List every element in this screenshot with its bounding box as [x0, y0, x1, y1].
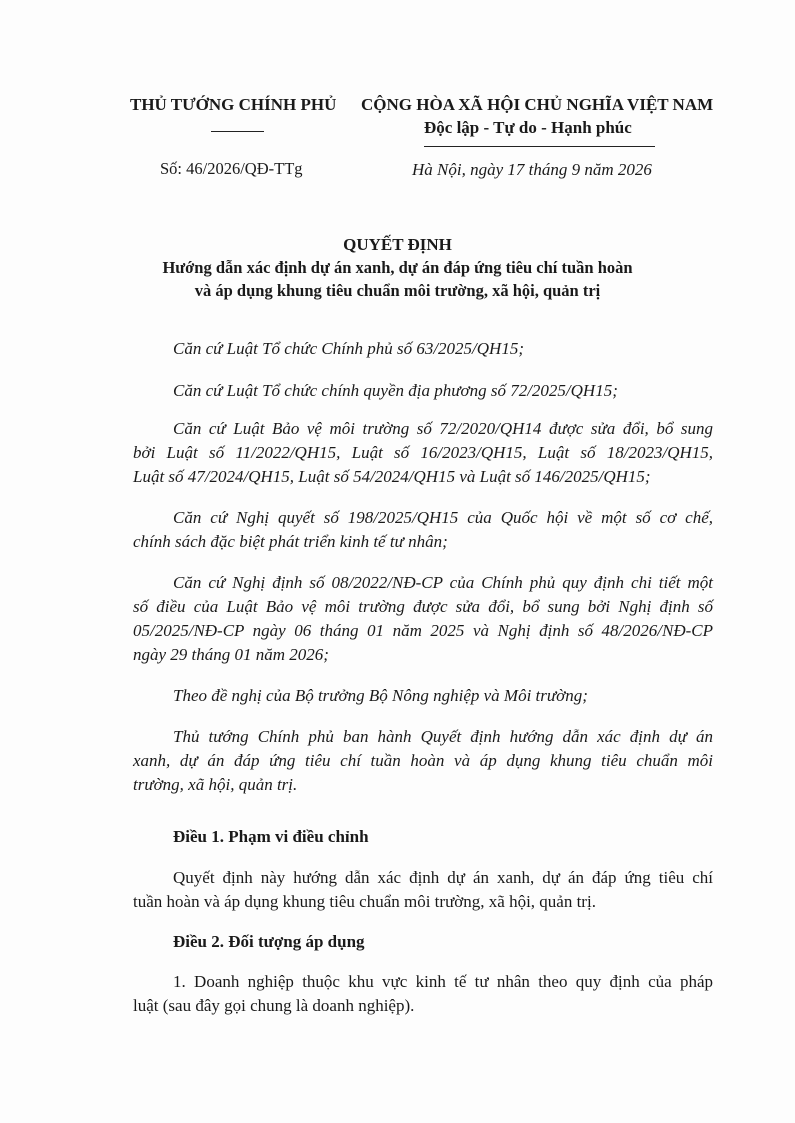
preamble-basis-5-line2: số điều của Luật Bảo vệ môi trường được sửa đổi, bổ sung bởi Nghị định số	[133, 597, 713, 616]
preamble-basis-5-line3: 05/2025/NĐ-CP ngày 06 tháng 01 năm 2025 và Nghị định số 48/2026/NĐ-CP	[133, 621, 713, 640]
preamble-enactment-line3: trường, xã hội, quản trị.	[133, 775, 298, 794]
issuing-agency: THỦ TƯỚNG CHÍNH PHỦ	[130, 95, 337, 114]
preamble-basis-3-line1: Căn cứ Luật Bảo vệ môi trường số 72/2020/QH14 được sửa đổi, bổ sung	[173, 419, 713, 438]
article-1-body-line2: tuần hoàn và áp dụng khung tiêu chuẩn môi trường, xã hội, quản trị.	[133, 892, 596, 911]
preamble-basis-1: Căn cứ Luật Tổ chức Chính phủ số 63/2025/QH15;	[173, 339, 524, 358]
preamble-basis-4-line2: chính sách đặc biệt phát triển kinh tế tư nhân;	[133, 532, 448, 551]
preamble-basis-5-line4: ngày 29 tháng 01 năm 2026;	[133, 645, 329, 664]
document-subtitle-line2: và áp dụng khung tiêu chuẩn môi trường, xã hội, quản trị	[194, 281, 601, 300]
preamble-basis-5-line1: Căn cứ Nghị định số 08/2022/NĐ-CP của Chính phủ quy định chi tiết một	[173, 573, 713, 592]
agency-underline	[211, 131, 264, 132]
article-2-clause-1-line2: luật (sau đây gọi chung là doanh nghiệp).	[133, 996, 415, 1015]
nation-title: CỘNG HÒA XÃ HỘI CHỦ NGHĨA VIỆT NAM	[361, 95, 714, 114]
document-subtitle-line1: Hướng dẫn xác định dự án xanh, dự án đáp ứng tiêu chí tuần hoàn	[162, 258, 633, 277]
motto-underline	[424, 146, 655, 147]
preamble-basis-3-line2: bởi Luật số 11/2022/QH15, Luật số 16/2023/QH15, Luật số 18/2023/QH15,	[133, 443, 713, 462]
preamble-enactment-line1: Thủ tướng Chính phủ ban hành Quyết định hướng dẫn xác định dự án	[173, 727, 713, 746]
article-1-title: Điều 1. Phạm vi điều chỉnh	[173, 827, 369, 846]
preamble-enactment-line2: xanh, dự án đáp ứng tiêu chí tuần hoàn và áp dụng khung tiêu chuẩn môi	[133, 751, 713, 770]
document-title: QUYẾT ĐỊNH	[343, 235, 452, 254]
article-2-clause-1-line1: 1. Doanh nghiệp thuộc khu vực kinh tế tư nhân theo quy định của pháp	[173, 972, 713, 991]
preamble-basis-2: Căn cứ Luật Tổ chức chính quyền địa phương số 72/2025/QH15;	[173, 381, 618, 400]
preamble-basis-4-line1: Căn cứ Nghị quyết số 198/2025/QH15 của Quốc hội về một số cơ chế,	[173, 508, 713, 527]
article-1-body-line1: Quyết định này hướng dẫn xác định dự án xanh, dự án đáp ứng tiêu chí	[173, 868, 713, 887]
preamble-proposal: Theo đề nghị của Bộ trưởng Bộ Nông nghiệp và Môi trường;	[173, 686, 588, 705]
national-motto: Độc lập - Tự do - Hạnh phúc	[424, 118, 632, 137]
document-number: Số: 46/2026/QĐ-TTg	[160, 159, 303, 178]
place-and-date: Hà Nội, ngày 17 tháng 9 năm 2026	[412, 160, 652, 179]
preamble-basis-3-line3: Luật số 47/2024/QH15, Luật số 54/2024/QH15 và Luật số 146/2025/QH15;	[133, 467, 651, 486]
article-2-title: Điều 2. Đối tượng áp dụng	[173, 932, 365, 951]
